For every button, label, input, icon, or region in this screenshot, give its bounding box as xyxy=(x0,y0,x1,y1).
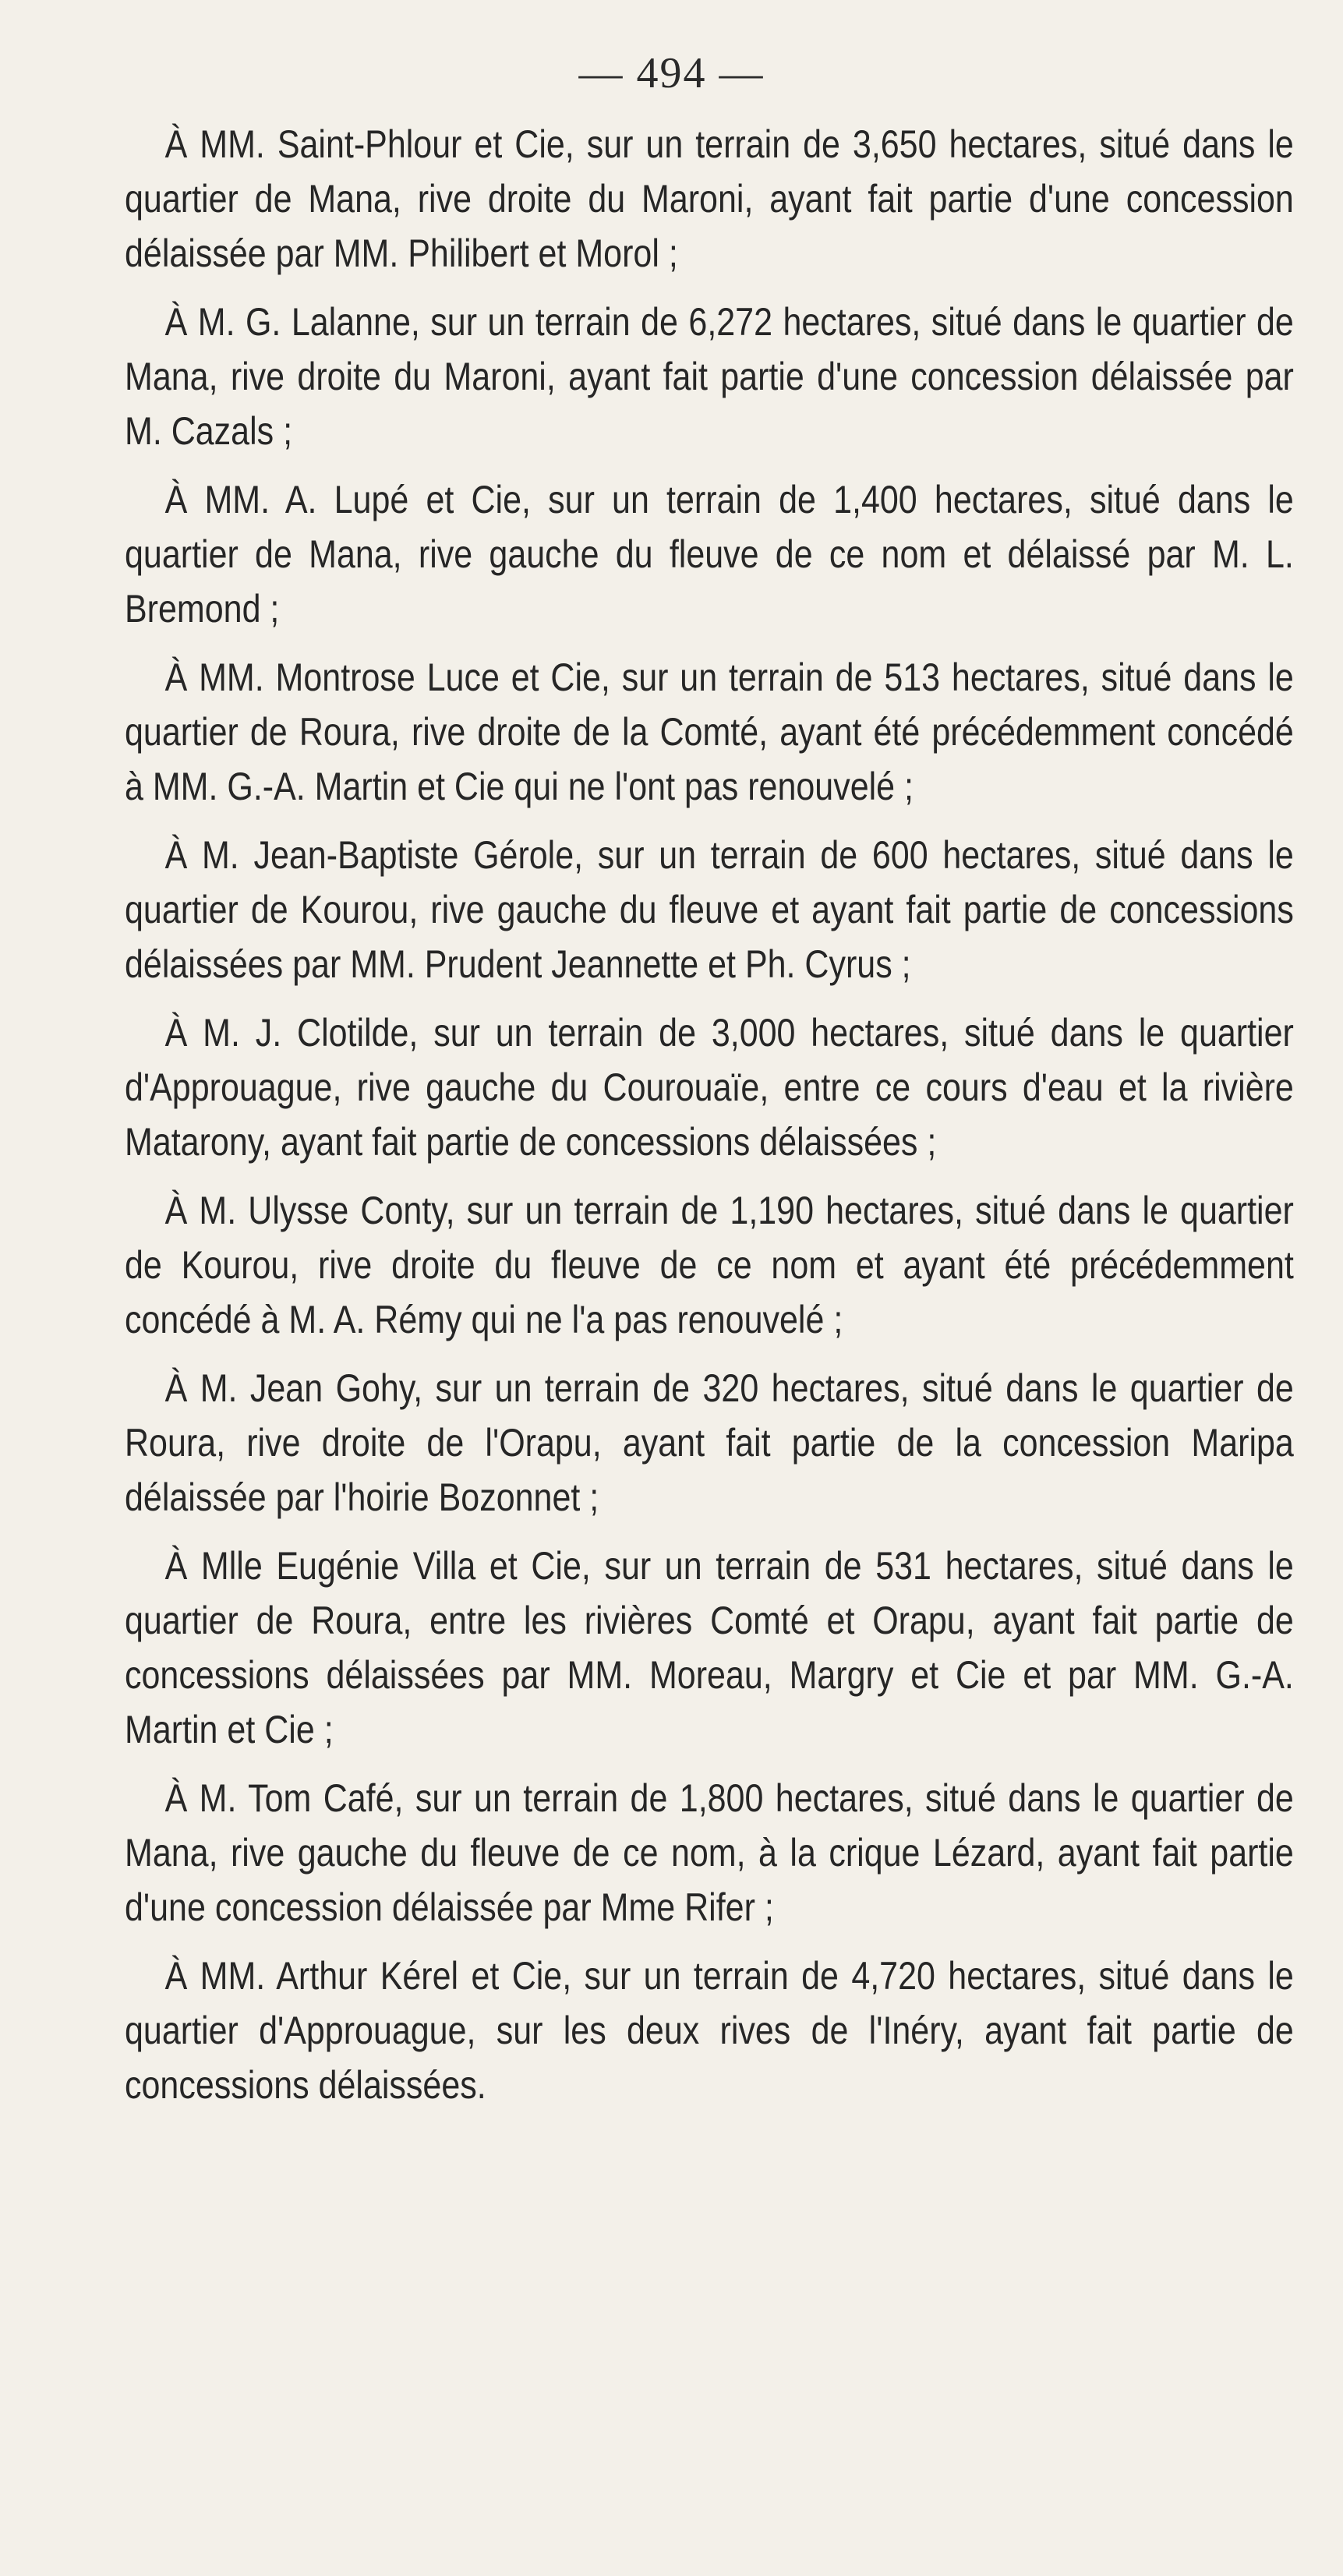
paragraph-lupe: À MM. A. Lupé et Cie, sur un terrain de 1,400 hectares, situé dans le quartier de Mana, rive gauche du fleuve de ce nom et délaissé par M. L. Bremond ; xyxy=(125,478,1294,631)
paragraph-cafe: À M. Tom Café, sur un terrain de 1,800 hectares, situé dans le quartier de Mana, rive gauche du fleuve de ce nom, à la crique Lézard, ayant fait partie d'une concession délaissée par Mme Rifer ; xyxy=(125,1776,1294,1929)
body-text xyxy=(125,117,1294,2112)
paragraph-gohy: À M. Jean Gohy, sur un terrain de 320 hectares, situé dans le quartier de Roura, rive droite de l'Orapu, ayant fait partie de la concession Maripa délaissée par l'hoirie Bozonnet ; xyxy=(125,1366,1294,1519)
paragraph-gerole: À M. Jean-Baptiste Gérole, sur un terrain de 600 hectares, situé dans le quartier de Kourou, rive gauche du fleuve et ayant fait partie de concessions délaissées par MM. Prudent Jeannette et Ph. Cyrus ; xyxy=(125,833,1294,986)
paragraph-clotilde: À M. J. Clotilde, sur un terrain de 3,000 hectares, situé dans le quartier d'Approuague, rive gauche du Courouaïe, entre ce cours d'eau et la rivière Matarony, ayant fait partie de concessions délaissées ; xyxy=(125,1011,1294,1164)
page-number-header: — 494 — xyxy=(578,49,765,97)
paragraph-villa: À Mlle Eugénie Villa et Cie, sur un terrain de 531 hectares, situé dans le quartier de Roura, entre les rivières Comté et Orapu, ayant fait partie de concessions délaissées par MM. Moreau, Margry et Cie et par MM. G.-A. Martin et Cie ; xyxy=(125,1544,1294,1751)
paragraph-kerel: À MM. Arthur Kérel et Cie, sur un terrain de 4,720 hectares, situé dans le quartier d'Approuague, sur les deux rives de l'Inéry, ayant fait partie de concessions délaissées. xyxy=(125,1954,1294,2107)
paragraph-lalanne: À M. G. Lalanne, sur un terrain de 6,272 hectares, situé dans le quartier de Mana, rive droite du Maroni, ayant fait partie d'une concession délaissée par M. Cazals ; xyxy=(125,300,1294,453)
paragraph-montrose-luce: À MM. Montrose Luce et Cie, sur un terrain de 513 hectares, situé dans le quartier de Roura, rive droite de la Comté, ayant été précédemment concédé à MM. G.-A. Martin et Cie qui ne l'ont pas renouvelé ; xyxy=(125,655,1294,808)
paragraph-conty: À M. Ulysse Conty, sur un terrain de 1,190 hectares, situé dans le quartier de Kourou, rive droite du fleuve de ce nom et ayant été précédemment concédé à M. A. Rémy qui ne l'a pas renouvelé ; xyxy=(125,1189,1294,1341)
paragraph-saint-phlour: À MM. Saint-Phlour et Cie, sur un terrain de 3,650 hectares, situé dans le quartier de Mana, rive droite du Maroni, ayant fait partie d'une concession délaissée par MM. Philibert et Morol ; xyxy=(125,122,1294,275)
